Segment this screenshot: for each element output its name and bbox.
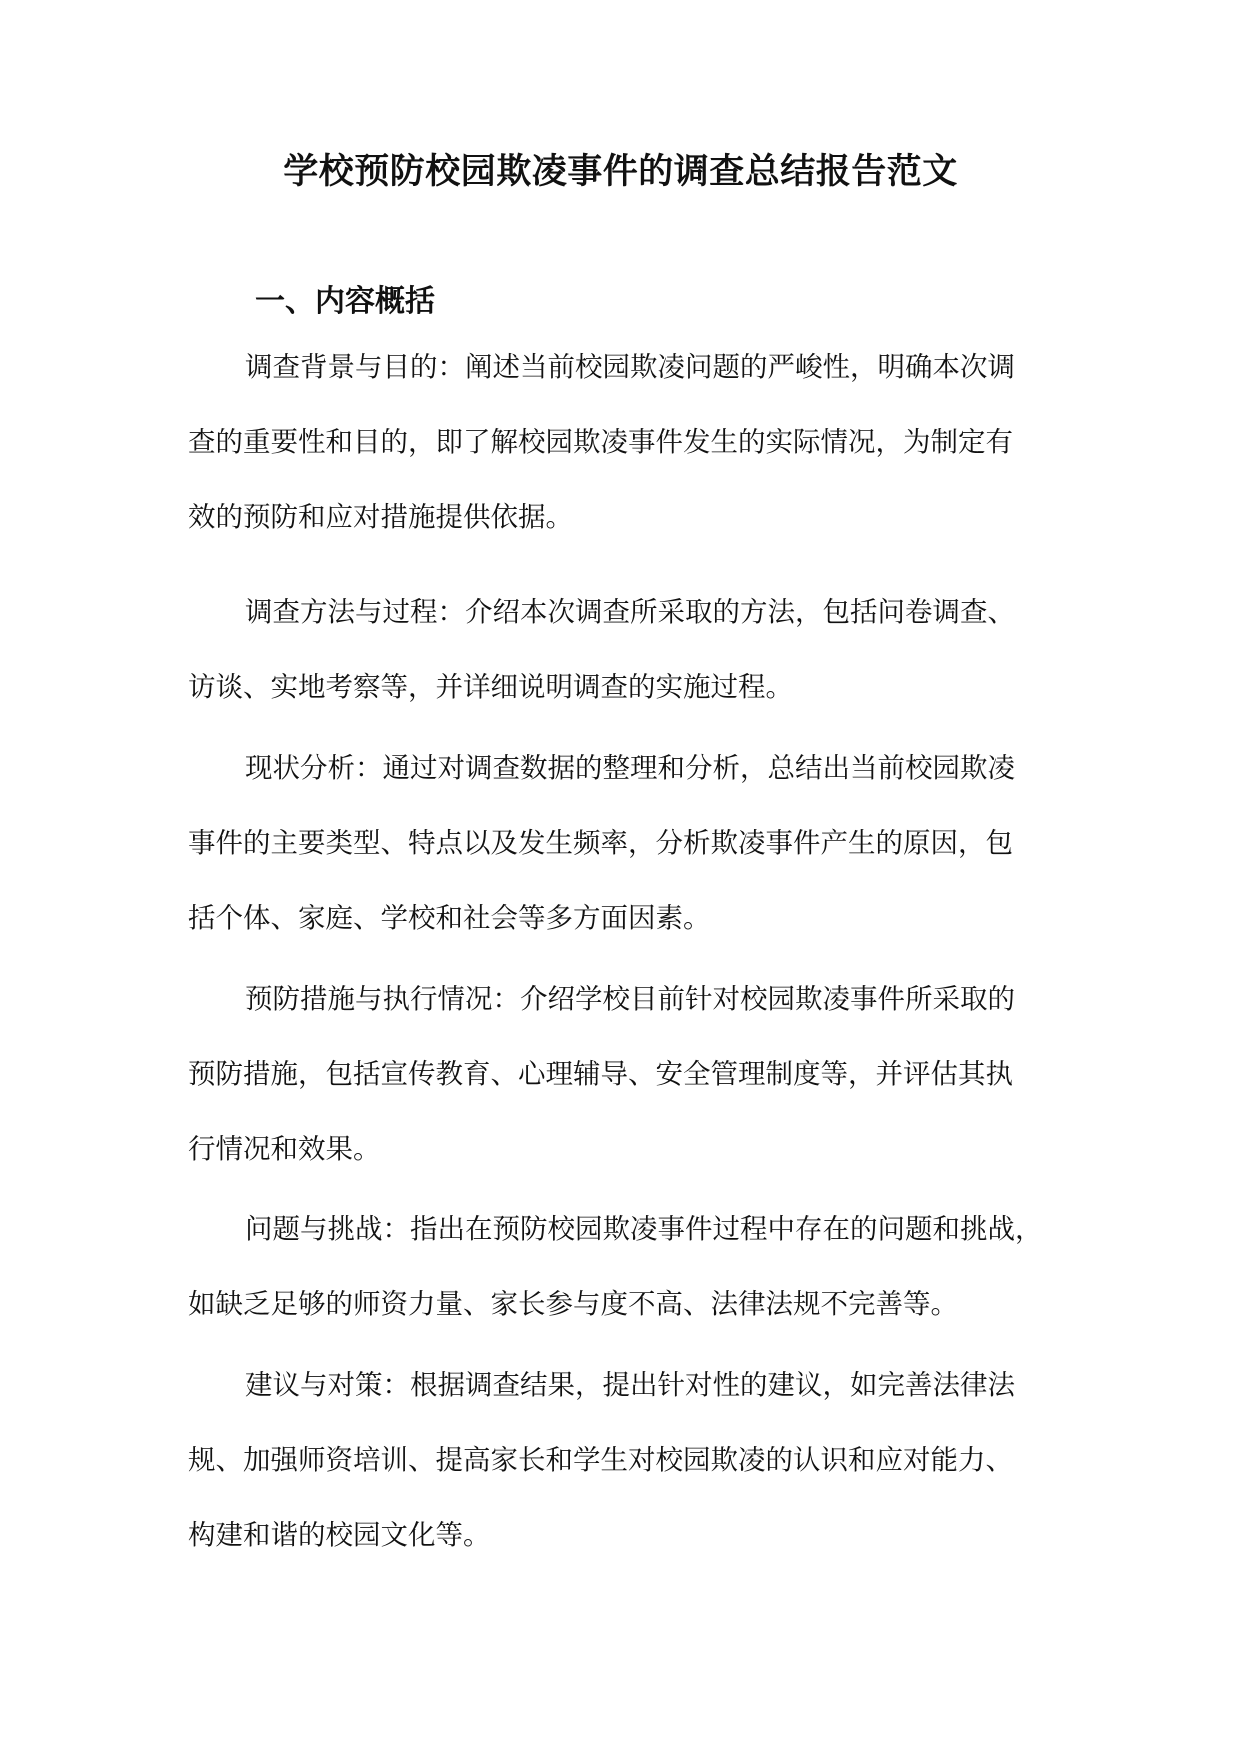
paragraph-line: 构建和谐的校园文化等。 — [188, 1519, 491, 1551]
paragraph-analysis — [188, 731, 1068, 956]
paragraph-line: 效的预防和应对措施提供依据。 — [188, 501, 573, 533]
paragraph-line: 现状分析：通过对调查数据的整理和分析，总结出当前校园欺凌 — [245, 752, 1015, 784]
document-title: 学校预防校园欺凌事件的调查总结报告范文 — [283, 152, 958, 192]
paragraph-line: 预防措施，包括宣传教育、心理辅导、安全管理制度等，并评估其执 — [188, 1058, 1013, 1090]
paragraph-line: 建议与对策：根据调查结果，提出针对性的建议，如完善法律法 — [245, 1369, 1015, 1401]
paragraph-line: 查的重要性和目的，即了解校园欺凌事件发生的实际情况，为制定有 — [188, 426, 1013, 458]
paragraph-line: 括个体、家庭、学校和社会等多方面因素。 — [188, 902, 711, 934]
paragraph-line: 调查背景与目的：阐述当前校园欺凌问题的严峻性，明确本次调 — [245, 351, 1015, 383]
paragraph-line: 调查方法与过程：介绍本次调查所采取的方法，包括问卷调查、 — [245, 596, 1015, 628]
paragraph-line: 预防措施与执行情况：介绍学校目前针对校园欺凌事件所采取的 — [245, 983, 1015, 1015]
paragraph-line: 问题与挑战：指出在预防校园欺凌事件过程中存在的问题和挑战， — [245, 1213, 1043, 1245]
paragraph-methods — [188, 575, 1068, 725]
paragraph-line: 事件的主要类型、特点以及发生频率，分析欺凌事件产生的原因，包 — [188, 827, 1013, 859]
section-heading: 一、内容概括 — [255, 284, 435, 319]
paragraph-line: 如缺乏足够的师资力量、家长参与度不高、法律法规不完善等。 — [188, 1288, 958, 1320]
paragraph-challenges — [188, 1192, 1068, 1342]
paragraph-measures — [188, 962, 1068, 1187]
paragraph-line: 行情况和效果。 — [188, 1133, 381, 1165]
paragraph-recommendations — [188, 1348, 1068, 1573]
paragraph-line: 访谈、实地考察等，并详细说明调查的实施过程。 — [188, 671, 793, 703]
paragraph-line: 规、加强师资培训、提高家长和学生对校园欺凌的认识和应对能力、 — [188, 1444, 1013, 1476]
paragraph-background — [188, 330, 1068, 555]
